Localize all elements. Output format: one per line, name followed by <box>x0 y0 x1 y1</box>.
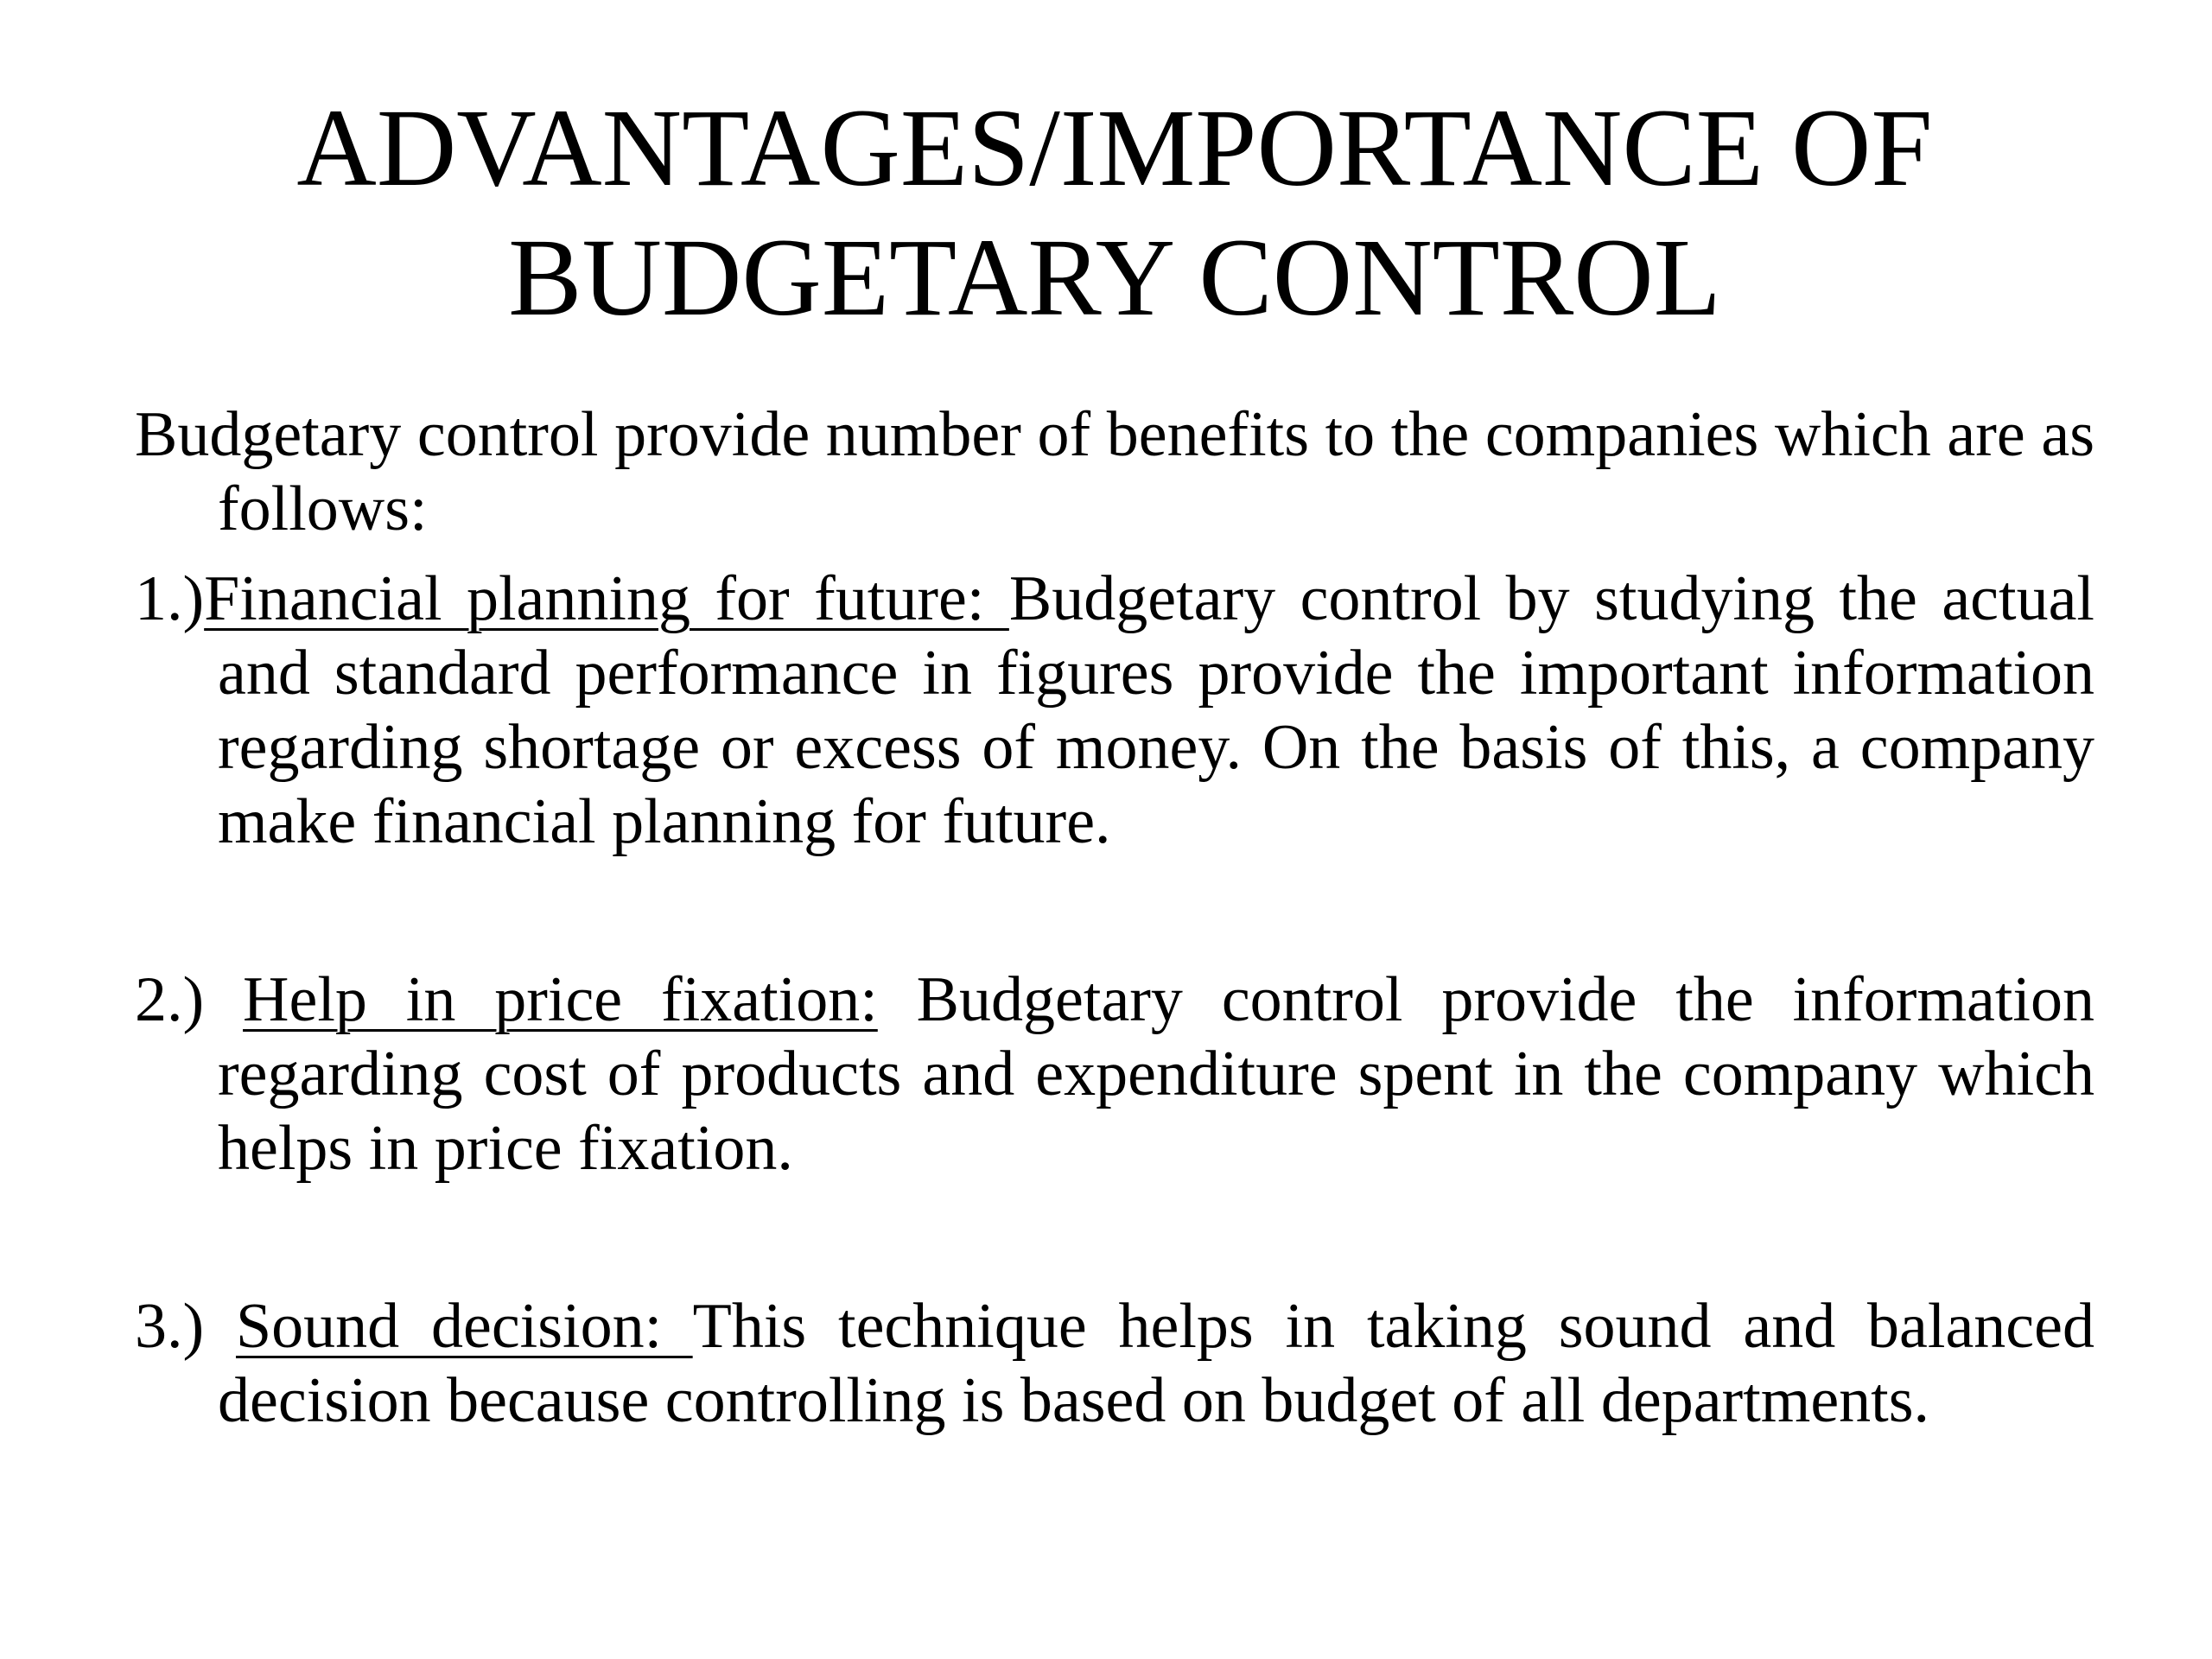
point-3-text: This technique helps in taking sound and balanced decision because controlling is based on budget of all departments. <box>218 1291 2094 1436</box>
point-3 <box>135 1289 2094 1438</box>
point-1-heading: Financial planning for future: <box>204 563 1009 634</box>
point-1-text: Budgetary control by studying the actual and standard performance in figures provide the important information regarding shortage or excess of money. On the basis of this, a company make financial planning for future. <box>218 563 2094 857</box>
point-2-number: 2.) <box>135 964 244 1035</box>
slide-title-line-1: ADVANTAGES/IMPORTANCE OF <box>296 86 1933 209</box>
point-1-number: 1.) <box>135 563 205 634</box>
slide-body <box>135 397 2094 1438</box>
point-2-text: Budgetary control provide the information regarding cost of products and expenditure spent in the company which helps in price fixation. <box>218 964 2094 1184</box>
point-1 <box>135 562 2094 859</box>
slide-title-line-2: BUDGETARY CONTROL <box>508 216 1721 339</box>
point-2 <box>135 963 2094 1185</box>
point-3-heading: Sound decision: <box>235 1291 693 1362</box>
intro-paragraph: Budgetary control provide number of benefits to the companies which are as follows: <box>135 399 2094 544</box>
point-3-number: 3.) <box>135 1291 236 1362</box>
point-2-heading: Help in price fixation: <box>243 964 878 1035</box>
slide-title <box>173 83 2056 342</box>
